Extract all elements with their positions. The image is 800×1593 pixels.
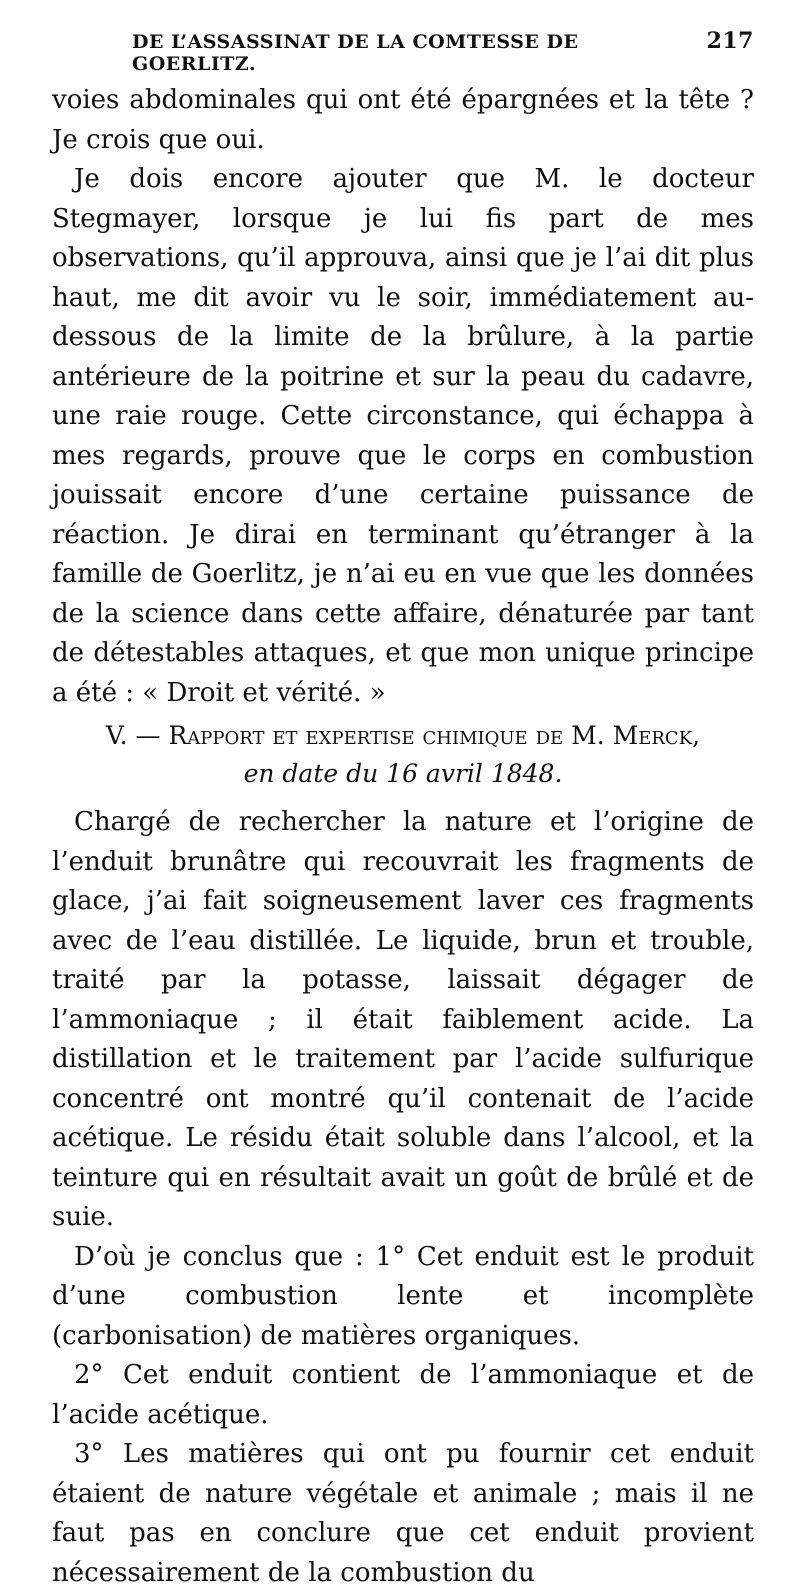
body-text <box>52 81 754 1593</box>
page-number: 217 <box>706 28 754 54</box>
paragraph-stegmayer: Je dois encore ajouter que M. le docteur Stegmayer, lorsque je lui fis part de mes observations, qu’il approuva, ainsi que je l’ai dit plus haut, me dit avoir vu le soir, immédiatement au-dessous de la limite de la brûlure, à la partie antérieure de la poitrine et sur la peau du cadavre, une raie rouge. Cette circonstance, qui échappa à mes regards, prouve que le corps en combustion jouissait encore d’une certaine puissance de réaction. Je dirai en terminant qu’étranger à la famille de Goerlitz, je n’ai eu en vue que les données de la science dans cette affaire, dénaturée par tant de détestables attaques, et que mon unique principe a été : « Droit et vérité. » <box>52 164 754 708</box>
paragraph-conclusion-1: D’où je conclus que : 1° Cet enduit est le produit d’une combustion lente et incomplète (carbonisation) de matières organiques. <box>52 1241 754 1351</box>
paragraph-conclusion-3: 3° Les matières qui ont pu fournir cet enduit étaient de nature végétale et animale ; mais il ne faut pas en conclure que cet enduit provient nécessairement de la combustion du <box>52 1439 754 1588</box>
paragraph-analysis: Chargé de rechercher la nature et l’origine de l’enduit brunâtre qui recouvrait les fragments de glace, j’ai fait soigneusement laver ces fragments avec de l’eau distillée. Le liquide, brun et trouble, traité par la potasse, laissait dégager de l’ammoniaque ; il était faiblement acide. La distillation et le traitement par l’acide sulfurique concentré ont montré qu’il contenait de l’acide acétique. Le résidu était soluble dans l’alcool, et la teinture qui en résultait avait un goût de brûlé et de suie. <box>52 807 754 1232</box>
section-heading-title: V. — Rapport et expertise chimique de M. Merck, <box>105 721 701 750</box>
section-spacer <box>52 793 754 803</box>
section-heading <box>52 717 754 793</box>
section-heading-date: en date du 16 avril 1848. <box>243 759 563 788</box>
running-title: DE L’ASSASSINAT DE LA COMTESSE DE GOERLITZ. <box>132 31 579 75</box>
running-header <box>132 28 754 75</box>
paragraph-conclusion-2: 2° Cet enduit contient de l’ammoniaque et de l’acide acétique. <box>52 1360 754 1430</box>
paragraph-continued: voies abdominales qui ont été épargnées et la tête ? Je crois que oui. <box>52 85 754 155</box>
